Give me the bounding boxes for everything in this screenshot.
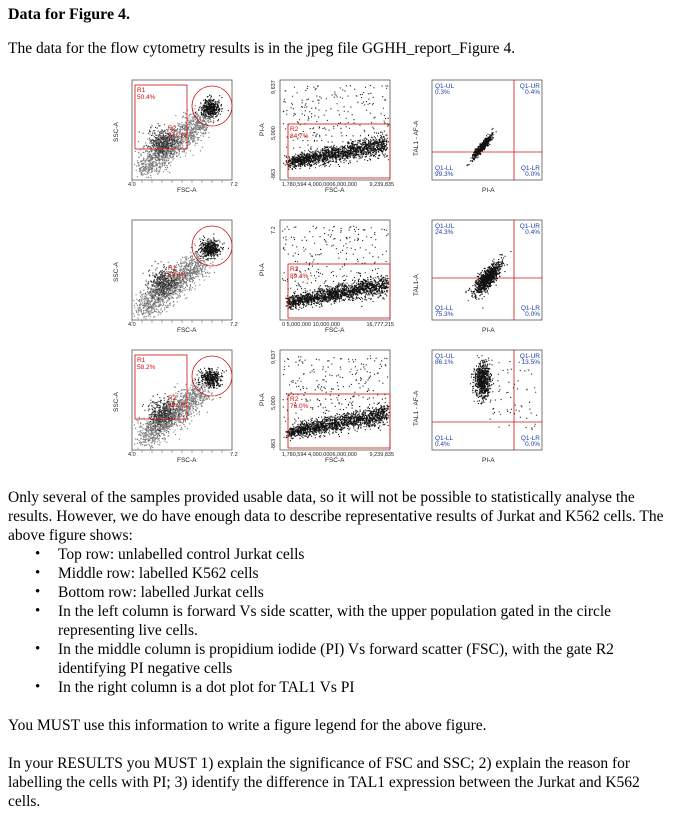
bullet-list — [8, 545, 668, 697]
x-tick-label: 7.2 — [230, 182, 238, 188]
list-item: • Bottom row: labelled Jurkat cells — [8, 583, 668, 602]
x-tick-labels: 1,780,594 4,000,0006,000,000 — [282, 182, 357, 188]
gate-inner-label: R1 — [168, 265, 177, 272]
gate-inner-percent: 30.3% — [168, 272, 187, 279]
gate-r2-label: R2 — [290, 266, 299, 273]
x-axis-label: FSC-A — [177, 187, 197, 194]
paragraph-results: In your RESULTS you MUST 1) explain the significance of FSC and SSC; 2) explain the reason for labelling the cells with PI; 3) identify the difference in TAL1 expression between the Jurkat and K562 cells. — [8, 755, 640, 810]
quadrant-ul-percent: 86.1% — [435, 359, 454, 366]
x-axis-label: FSC-A — [325, 327, 345, 334]
y-axis-label: PI-A — [259, 393, 266, 406]
x-axis-label: PI-A — [482, 327, 495, 334]
quadrant-lr-percent: 0.0% — [525, 311, 540, 318]
quadrant-ll-percent: 0.4% — [435, 441, 450, 448]
x-axis-label: PI-A — [482, 187, 495, 194]
x-tick-label: 4.0 — [128, 452, 136, 458]
y-tick-label: 9,637 — [271, 80, 277, 94]
list-item: • In the right column is a dot plot for TAL1 Vs PI — [8, 678, 668, 697]
quadrant-ur-label: Q1-UR — [519, 83, 540, 90]
paragraph-intro: Only several of the samples provided usable data, so it will not be possible to statistically analyse the results. However, we do have enough data to describe representative results of Jurkat and K562 cells. The above figure shows: — [8, 489, 664, 544]
y-tick-label: 9,637 — [271, 350, 277, 364]
x-tick-label: 4.0 — [128, 322, 136, 328]
gate-r1-percent: 58.2% — [137, 364, 156, 371]
quadrant-ll-label: Q1-LL — [435, 435, 454, 442]
x-axis-label: FSC-A — [325, 457, 345, 464]
x-tick-labels: 0 5,000,000 10,000,000 — [282, 322, 341, 328]
quadrant-ur-label: Q1-UR — [519, 353, 540, 360]
list-item: • Middle row: labelled K562 cells — [8, 564, 668, 583]
quadrant-ul-percent: 0.3% — [435, 89, 450, 96]
quadrant-lr-percent: 0.0% — [525, 171, 540, 178]
quadrant-ul-label: Q1-UL — [435, 223, 455, 230]
quadrant-lr-label: Q1-LR — [520, 305, 540, 312]
gate-inner-percent: 97.2% — [168, 132, 187, 139]
gate-r2-label: R2 — [290, 396, 299, 403]
y-axis-label: SSC-A — [113, 122, 120, 142]
y-tick-label: 5,000 — [271, 126, 277, 140]
quadrant-lr-percent: 0.0% — [525, 441, 540, 448]
quadrant-ll-percent: 75.3% — [435, 311, 454, 318]
page-heading: Data for Figure 4. — [8, 6, 131, 23]
x-tick-label-end: 9,239,835 — [369, 452, 394, 458]
y-axis-label: SSC-A — [113, 392, 120, 412]
gate-inner-percent: 99.2% — [168, 402, 187, 409]
gate-r1-percent: 50.4% — [137, 94, 156, 101]
y-axis-label: TAL1 - AF-A — [413, 390, 420, 426]
gate-r1-label: R1 — [137, 87, 146, 94]
gate-r2-percent: 84.7% — [290, 133, 309, 140]
quadrant-lr-label: Q1-LR — [520, 165, 540, 172]
x-axis-label: FSC-A — [177, 327, 197, 334]
quadrant-ul-label: Q1-UL — [435, 353, 455, 360]
y-axis-label: TAL1 - AF-A — [413, 120, 420, 156]
quadrant-ur-percent: 0.4% — [525, 229, 540, 236]
flow-cytometry-figure — [108, 72, 578, 472]
gate-r1-label: R1 — [137, 357, 146, 364]
y-axis-label: SSC-A — [113, 262, 120, 282]
paragraph-instruction: You MUST use this information to write a figure legend for the above figure. — [8, 717, 487, 734]
x-axis-label: PI-A — [482, 457, 495, 464]
x-axis-label: FSC-A — [325, 187, 345, 194]
y-axis-label: PI-A — [259, 123, 266, 136]
list-item: • In the left column is forward Vs side scatter, with the upper population gated in the circle representing live cells. — [8, 602, 668, 640]
quadrant-ul-percent: 24.3% — [435, 229, 454, 236]
quadrant-ur-percent: 13.5% — [521, 359, 540, 366]
x-axis-label: FSC-A — [177, 457, 197, 464]
quadrant-ll-percent: 99.3% — [435, 171, 454, 178]
y-tick-label: 5,000 — [271, 396, 277, 410]
gate-r2-percent: 89.4% — [290, 273, 309, 280]
intro-text: The data for the flow cytometry results is in the jpeg file GGHH_report_Figure 4. — [8, 40, 516, 57]
gate-r2-label: R2 — [290, 126, 299, 133]
list-item: • Top row: unlabelled control Jurkat cells — [8, 545, 668, 564]
x-tick-labels: 1,780,594 4,000,0006,000,000 — [282, 452, 357, 458]
x-tick-label: 4.0 — [128, 182, 136, 188]
x-tick-label: 7.2 — [230, 452, 238, 458]
y-axis-label: TAL1-A — [413, 274, 420, 296]
gate-r2-percent: 76.0% — [290, 403, 309, 410]
x-tick-label-end: 9,239,835 — [369, 182, 394, 188]
list-item: • In the middle column is propidium iodide (PI) Vs forward scatter (FSC), with the gate R2 identifying PI negative cells — [8, 640, 668, 678]
gate-inner-label: R2 — [168, 395, 177, 402]
quadrant-ur-label: Q1-UR — [519, 223, 540, 230]
quadrant-ll-label: Q1-LL — [435, 165, 454, 172]
body-text — [8, 488, 668, 811]
quadrant-lr-label: Q1-LR — [520, 435, 540, 442]
quadrant-ul-label: Q1-UL — [435, 83, 455, 90]
y-tick-label: -863 — [271, 168, 277, 180]
x-tick-label-end: 16,777,215 — [366, 322, 394, 328]
quadrant-ur-percent: 0.4% — [525, 89, 540, 96]
quadrant-ll-label: Q1-LL — [435, 305, 454, 312]
gate-inner-label: R2 — [168, 125, 177, 132]
x-tick-label: 7.2 — [230, 322, 238, 328]
y-tick-label: -863 — [271, 438, 277, 450]
y-tick-label: 7.2 — [271, 226, 277, 234]
y-axis-label: PI-A — [259, 263, 266, 276]
